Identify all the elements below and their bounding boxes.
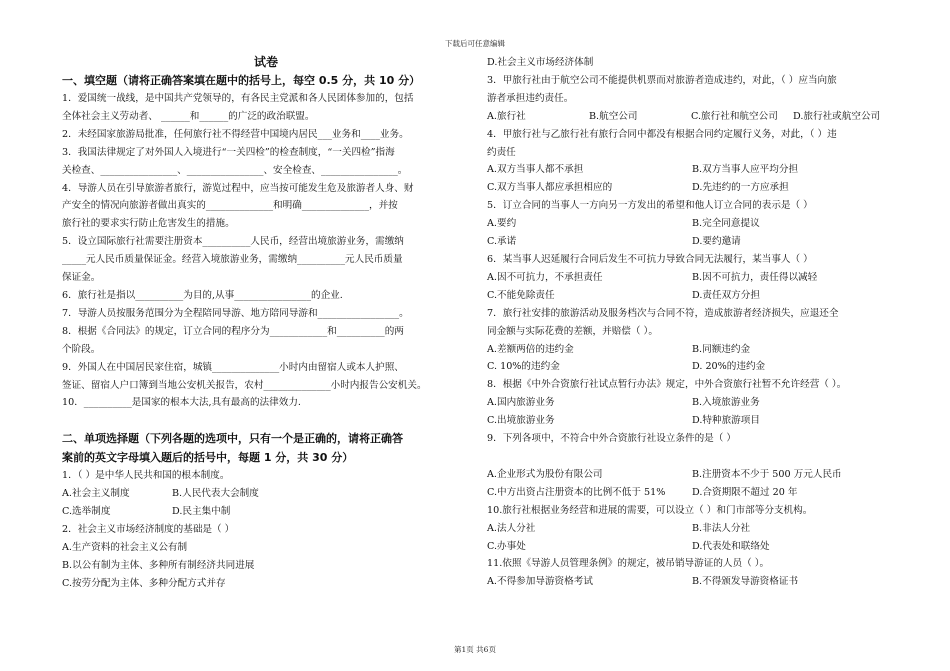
fill-line: 保证金。: [62, 272, 101, 284]
option-c: C.选举制度: [62, 506, 111, 518]
question-10: 10.旅行社根据业务经营和进展的需要，可以设立（ ）和门市部等分支机构。: [487, 504, 813, 516]
fill-line: 3．我国法律规定了对外国人入境进行“一关四检”的检查制度，“一关四检”指海: [62, 146, 395, 158]
q7-options-row2: [487, 358, 897, 376]
option-d: D.责任双方分担: [692, 289, 760, 301]
q8-options-row1: [487, 394, 897, 412]
section2-heading-line1: 二、单项选择题（下列各题的选项中，只有一个是正确的，请将正确答: [62, 432, 403, 446]
page-header: 下载后可任意编辑: [445, 39, 505, 48]
option-b: B.航空公司: [589, 110, 638, 122]
question-7: 7．旅行社安排的旅游活动及服务档次与合同不符，造成旅游者经济损失，应退还全: [487, 307, 839, 319]
option-b: B.以公有制为主体、多种所有制经济共同进展: [62, 559, 255, 571]
fill-line: 旅行社的要求实行防止危害发生的措施。: [62, 218, 235, 230]
option-d: D.旅行社或航空公司: [793, 110, 881, 122]
fill-line: 1．爱国统一战线，是中国共产党领导的，有各民主党派和各人民团体参加的，包括: [62, 93, 414, 104]
fill-line: 2．未经国家旅游局批准，任何旅行社不得经营中国境内居民___业务和____业务。: [62, 128, 409, 140]
option-b: B.同额违约金: [692, 343, 751, 355]
fill-line: 9．外国人在中国居民家住宿，城镇______________小时内由留宿人或本人护照、: [62, 361, 404, 373]
option-a: A.不得参加导游资格考试: [487, 576, 593, 588]
option-a: A.国内旅游业务: [487, 397, 555, 409]
option-c: C. 10%的违约金: [487, 361, 560, 373]
section1-heading: 一、填空题（请将正确答案填在题中的括号上，每空 0.5 分，共 10 分）: [62, 74, 421, 87]
question-4-cont: 约责任: [487, 146, 516, 158]
option-d: D.民主集中制: [172, 506, 231, 518]
option-b: B.入境旅游业务: [692, 397, 760, 409]
question-1: 1．（ ）是中华人民共和国的根本制度。: [62, 470, 230, 482]
page-footer: 第1页 共6页: [454, 645, 496, 654]
option-a: A.要约: [487, 218, 517, 230]
q9-options-row2: [487, 484, 897, 502]
q1-options-row1: [62, 485, 470, 503]
option-d: D. 20%的违约金: [692, 361, 766, 373]
option-d: D.代表处和联络处: [692, 540, 770, 552]
fill-line: 个阶段。: [62, 343, 101, 355]
option-c: C.出境旅游业务: [487, 415, 555, 427]
fill-line: 6．旅行社是指以__________为目的,从事________________的企业.: [62, 289, 343, 301]
option-c: C.旅行社和航空公司: [691, 110, 778, 122]
question-7-cont: 同金额与实际花费的差额，并赔偿（ ）。: [487, 325, 658, 337]
option-d: D.社会主义市场经济体制: [487, 57, 594, 68]
option-b: B.非法人分社: [692, 522, 751, 534]
q6-options-row2: [487, 287, 897, 305]
option-b: B.双方当事人应平均分担: [692, 164, 799, 176]
fill-line: 4．导游人员在引导旅游者旅行，游览过程中，应当按可能发生危及旅游者人身、财: [62, 182, 414, 194]
option-b: B.完全同意提议: [692, 218, 760, 230]
q1-options-row2: [62, 503, 470, 521]
right-column: [487, 54, 897, 591]
option-a: A.旅行社: [487, 110, 526, 122]
fill-line: 7．导游人员按服务范围分为全程陪同导游、地方陪同导游和_________________。: [62, 307, 409, 319]
option-c: C.双方当事人都应承担相应的: [487, 182, 613, 194]
option-b: B.因不可抗力，责任得以减轻: [692, 271, 818, 283]
option-b: B.不得颁发导游资格证书: [692, 576, 799, 588]
option-b: B.注册资本不少于 500 万元人民币: [692, 468, 842, 480]
option-d: D.特种旅游项目: [692, 415, 760, 427]
option-a: A.企业形式为股份有限公司: [487, 468, 603, 480]
left-column: [62, 54, 470, 593]
q7-options-row1: [487, 341, 897, 359]
question-3-cont: 游者承担违约责任。: [487, 92, 574, 104]
option-d: D.合资期限不超过 20 年: [692, 486, 798, 498]
question-9: 9．下列各项中，不符合中外合资旅行社设立条件的是（ ）: [487, 433, 736, 445]
option-d: D.要约邀请: [692, 236, 741, 248]
option-a: A.因不可抗力，不承担责任: [487, 271, 603, 283]
option-d: D.先违约的一方应承担: [692, 182, 789, 194]
fill-line: 产安全的情况向旅游者做出真实的______________和明确______________，并按: [62, 200, 398, 212]
option-c: C.不能免除责任: [487, 289, 555, 301]
q3-options: [487, 108, 897, 126]
fill-line: 10．__________是国家的根本大法,具有最高的法律效力.: [62, 397, 301, 409]
q5-options-row2: [487, 233, 897, 251]
q10-options-row1: [487, 520, 897, 538]
question-6: 6．某当事人迟延履行合同后发生不可抗力导致合同无法履行，某当事人（ ）: [487, 253, 813, 265]
option-a: A.双方当事人都不承担: [487, 164, 584, 176]
option-c: C.按劳分配为主体、多种分配方式并存: [62, 577, 226, 589]
option-c: C.办事处: [487, 540, 526, 552]
q4-options-row1: [487, 161, 897, 179]
q10-options-row2: [487, 538, 897, 556]
section2-heading-line2: 案前的英文字母填入题后的括号中，每题 1 分，共 30 分）: [62, 451, 354, 465]
question-2: 2．社会主义市场经济制度的基础是（ ）: [62, 524, 235, 536]
question-8: 8．根据《中外合资旅行社试点暂行办法》规定，中外合资旅行社暂不允许经营（ ）。: [487, 379, 847, 391]
option-a: A.社会主义制度: [62, 488, 130, 500]
fill-line: 8．根据《合同法》的规定，订立合同的程序分为____________和__________的两: [62, 325, 404, 337]
q5-options-row1: [487, 215, 897, 233]
fill-line: 关检查、________________、________________、安全检查、________________。: [62, 164, 408, 176]
option-c: C.中方出资占注册资本的比例不低于 51%: [487, 486, 666, 498]
option-b: B.人民代表大会制度: [172, 488, 259, 500]
question-11: 11.依照《导游人员管理条例》的规定，被吊销导游证的人员（ ）。: [487, 558, 770, 570]
option-a: A.差额两倍的违约金: [487, 343, 574, 355]
fill-line: 全体社会主义劳动者、 ______和______的广泛的政治联盟。: [62, 110, 315, 122]
option-c: C.承诺: [487, 236, 517, 248]
q11-options-row1: [487, 573, 897, 591]
option-a: A.法人分社: [487, 522, 536, 534]
option-a: A.生产资料的社会主义公有制: [62, 541, 188, 553]
exam-title: 试卷: [253, 55, 278, 69]
question-3: 3．甲旅行社由于航空公司不能提供机票而对旅游者造成违约，对此，（ ）应当向旅: [487, 74, 837, 86]
q4-options-row2: [487, 179, 897, 197]
q6-options-row1: [487, 269, 897, 287]
q9-options-row1: [487, 466, 897, 484]
fill-line: _____元人民币质量保证金。经营入境旅游业务，需缴纳__________元人民币质量: [62, 254, 403, 266]
q8-options-row2: [487, 412, 897, 430]
question-5: 5．订立合同的当事人一方向另一方发出的希望和他人订立合同的表示是（ ）: [487, 200, 813, 212]
fill-line: 5．设立国际旅行社需要注册资本__________人民币，经营出境旅游业务，需缴纳: [62, 236, 404, 248]
question-4: 4．甲旅行社与乙旅行社有旅行合同中都没有根据合同约定履行义务，对此，（ ）违: [487, 128, 837, 140]
fill-line: 签证、留宿人户口簿到当地公安机关报告，农村______________小时内报告公安机关。: [62, 379, 427, 391]
